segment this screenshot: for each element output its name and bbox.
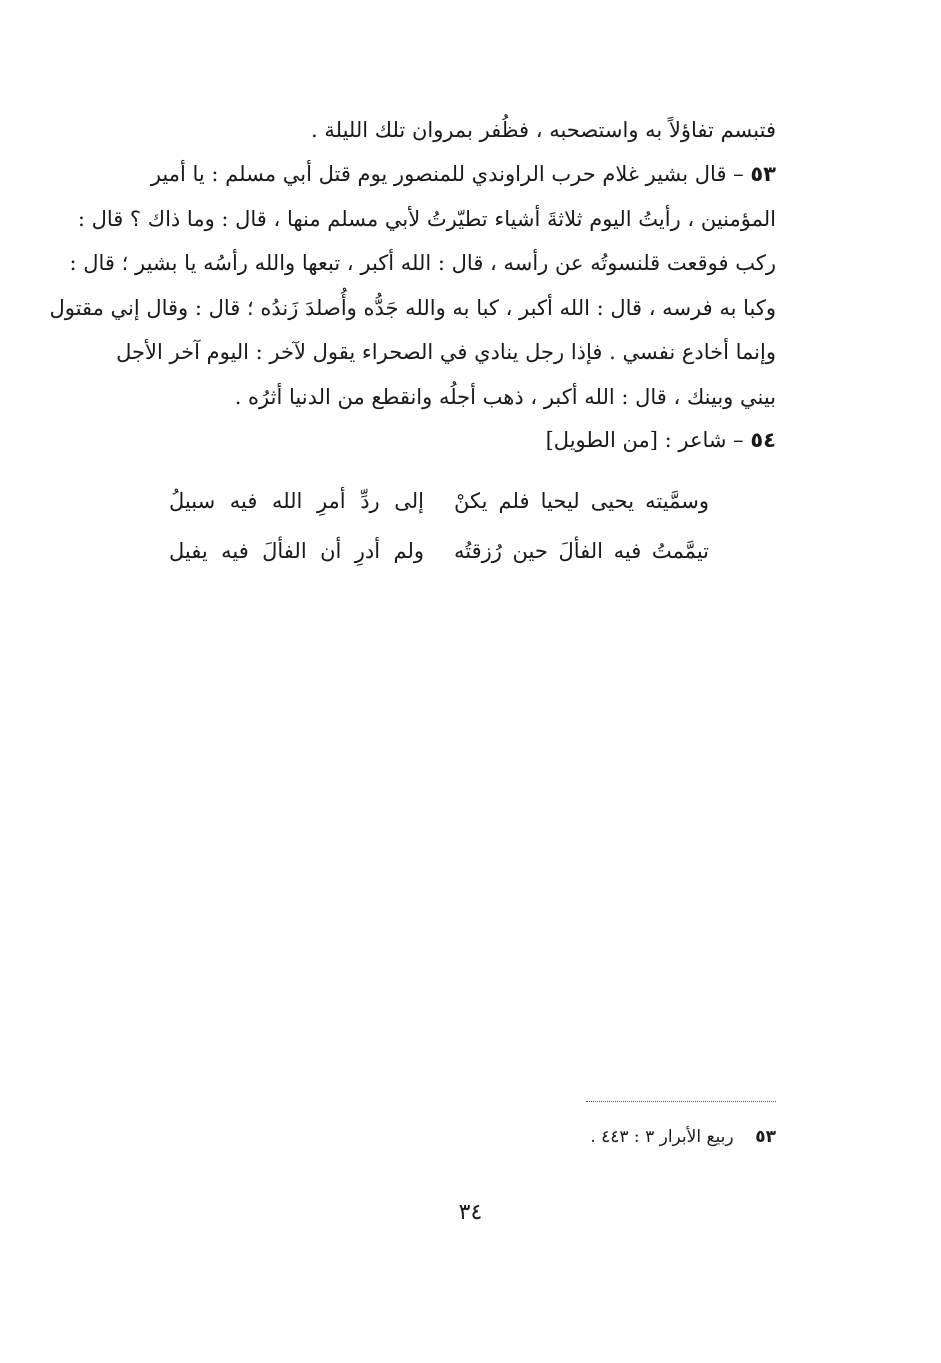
verse-second-hemistich: ولم أدرِ أن الفألَ فيه يفيل [169,539,424,563]
poem-verse [169,526,709,576]
footnote [590,1122,776,1152]
text-line: فتبسم تفاؤلاً به واستصحبه ، فظُفر بمروان تلك الليلة . [311,118,776,142]
text-line: ركب فوقعت قلنسوتُه عن رأسه ، قال : الله أكبر ، تبعها والله رأسُه يا بشير ؛ قال : [69,251,776,275]
text-line [116,418,776,463]
footnote-number: ٥٣ [755,1127,776,1147]
paragraph-53 [49,152,776,419]
verse-first-hemistich: تيمَّمتُ فيه الفألَ حين رُزقتُه [454,539,709,563]
text-line [116,152,776,197]
entry-number-54: ٥٤ [750,428,776,452]
paragraph-continuation [116,108,776,153]
footnote-divider [586,1101,776,1102]
paragraph-54 [116,418,776,463]
page-number: ٣٤ [458,1200,483,1225]
verse-first-hemistich: وسمَّيته يحيى ليحيا فلم يكنْ [454,489,709,513]
poem [169,476,709,576]
text-line-start: – قال بشير غلام حرب الراوندي للمنصور يوم قتل أبي مسلم : يا أمير [150,162,744,186]
text-line: وكبا به فرسه ، قال : الله أكبر ، كبا به والله جَدُّه وأُصلدَ زَندُه ؛ قال : وقال إني مقتول [49,295,776,320]
text-line: بيني وبينك ، قال : الله أكبر ، ذهب أجلُه وانقطع من الدنيا أثرُه . [234,384,776,409]
poem-intro: – شاعر : [من الطويل] [545,428,744,452]
poem-verse [169,476,709,526]
verse-second-hemistich: إلى ردِّ أمرِ الله فيه سبيلُ [169,489,424,513]
entry-number-53: ٥٣ [750,162,776,186]
text-line: المؤمنين ، رأيتُ اليوم ثلاثةَ أشياء تطيّرتُ لأبي مسلم منها ، قال : وما ذاك ؟ قال : [77,206,776,231]
footnote-text: ربيع الأبرار ٣ : ٤٤٣ . [590,1127,734,1147]
text-line: وإنما أخادع نفسي . فإذا رجل ينادي في الصحراء يقول لآخر : اليوم آخر الأجل [116,340,776,364]
